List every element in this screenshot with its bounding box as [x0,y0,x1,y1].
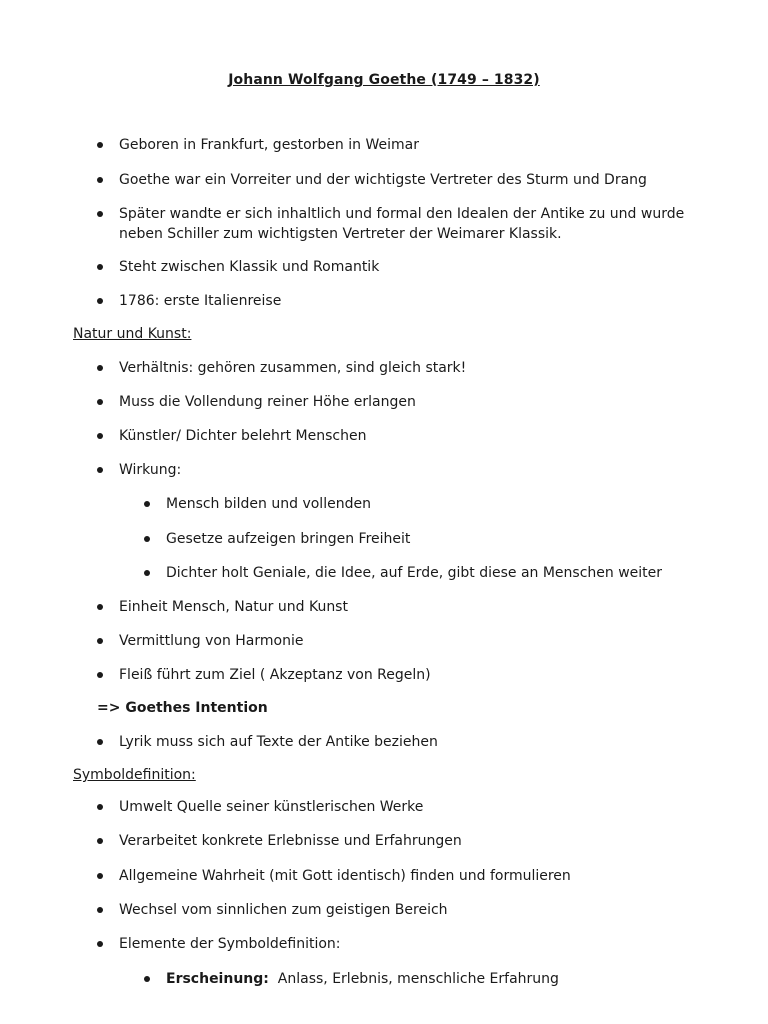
section-heading-natur: Natur und Kunst: [73,326,192,342]
list-item: Wirkung: [119,462,182,478]
sub-list-item [166,969,559,989]
list-item: Lyrik muss sich auf Texte der Antike beziehen [119,734,438,750]
list-item: Einheit Mensch, Natur und Kunst [119,599,348,615]
sub-list-item: Dichter holt Geniale, die Idee, auf Erde, gibt diese an Menschen weiter [166,565,663,581]
list-item: Vermittlung von Harmonie [119,633,304,649]
bullet [97,873,103,879]
section-heading-symbol: Symboldefinition: [73,767,196,783]
bullet [97,638,103,644]
bullet [97,804,103,810]
term-label: Erscheinung: [166,971,269,987]
list-item: Goethe war ein Vorreiter und der wichtigste Vertreter des Sturm und Drang [119,172,647,188]
list-item: Muss die Vollendung reiner Höhe erlangen [119,394,416,410]
bullet [97,264,103,270]
list-item: Verarbeitet konkrete Erlebnisse und Erfahrungen [119,833,462,849]
sub-bullet [144,536,150,542]
list-item: Allgemeine Wahrheit (mit Gott identisch) finden und formulieren [119,868,571,884]
sub-bullet [144,570,150,576]
bullet [97,177,103,183]
bullet [97,298,103,304]
list-item: 1786: erste Italienreise [119,293,282,309]
document-title: Johann Wolfgang Goethe (1749 – 1832) [228,72,540,88]
list-item: Wechsel vom sinnlichen zum geistigen Bereich [119,902,448,918]
list-item: Umwelt Quelle seiner künstlerischen Werke [119,799,424,815]
sub-list-item: Mensch bilden und vollenden [166,496,371,512]
bullet [97,941,103,947]
term-text: Anlass, Erlebnis, menschliche Erfahrung [268,971,559,987]
bullet [97,142,103,148]
list-item: Später wandte er sich inhaltlich und formal den Idealen der Antike zu und wurde [119,206,685,222]
bullet [97,907,103,913]
list-item: Fleiß führt zum Ziel ( Akzeptanz von Regeln) [119,667,431,683]
sub-bullet [144,976,150,982]
bullet [97,399,103,405]
bullet [97,433,103,439]
bullet [97,604,103,610]
list-item-continuation: neben Schiller zum wichtigsten Vertreter der Weimarer Klassik. [119,226,562,242]
sub-list-item: Gesetze aufzeigen bringen Freiheit [166,531,411,547]
list-item: Steht zwischen Klassik und Romantik [119,259,380,275]
bullet [97,739,103,745]
bullet [97,467,103,473]
sub-bullet [144,501,150,507]
bullet [97,672,103,678]
bullet [97,211,103,217]
list-item: Verhältnis: gehören zusammen, sind gleich stark! [119,360,467,376]
list-item: Künstler/ Dichter belehrt Menschen [119,428,367,444]
intention-note: => Goethes Intention [97,700,268,716]
bullet [97,365,103,371]
list-item: Elemente der Symboldefinition: [119,936,341,952]
list-item: Geboren in Frankfurt, gestorben in Weimar [119,137,419,153]
bullet [97,838,103,844]
